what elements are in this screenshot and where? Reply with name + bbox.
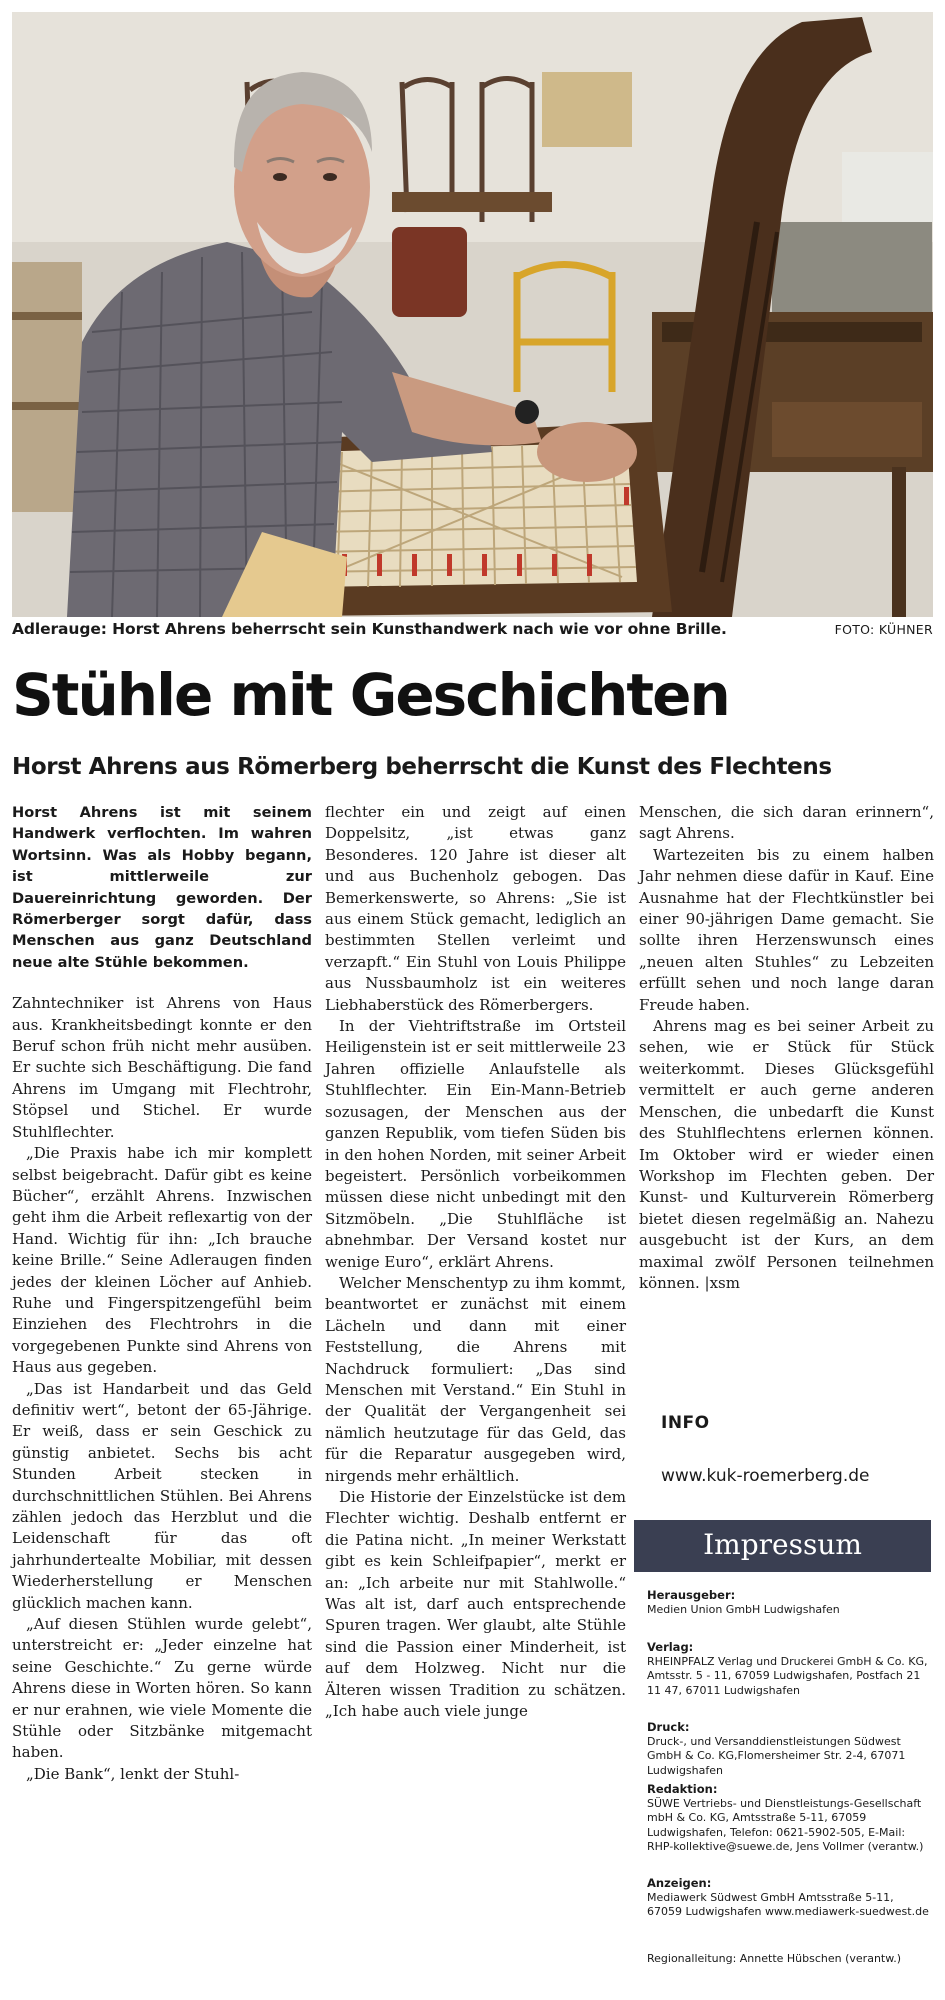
impressum-body: Mediawerk Südwest GmbH Amtsstraße 5-11, 67059 Ludwigshafen www.mediawerk-suedwest.de: [647, 1890, 929, 1918]
impressum-heading: Redaktion:: [647, 1782, 718, 1796]
impressum-heading: Herausgeber:: [647, 1588, 736, 1602]
impressum-section: [647, 1952, 932, 1967]
paragraph: Zahntechniker ist Ahrens von Haus aus. Krankheitsbedingt konnte er den Beruf schon früh nicht mehr ausüben. Er suchte sich Beschäftigung. Die fand Ahrens im Umgang mit Flechtrohr, Stöpsel und Stichel. Er wurde Stuhlflechter.: [12, 994, 312, 1141]
impressum-heading: Verlag:: [647, 1640, 694, 1654]
impressum-body: SÜWE Vertriebs- und Dienstleistungs-Gesellschaft mbH & Co. KG, Amtsstraße 5-11, 67059 Ludwigshafen, Telefon: 0621-5902-505, E-Mail: RHP-kollektive@suewe.de, Jens Vollmer (verantw.): [647, 1796, 924, 1853]
impressum-body: RHEINPFALZ Verlag und Druckerei GmbH & Co. KG, Amtsstr. 5 - 11, 67059 Ludwigshafen, Postfach 21 11 47, 67011 Ludwigshafen: [647, 1654, 928, 1697]
article-subhead: Horst Ahrens aus Römerberg beherrscht die Kunst des Flechtens: [12, 754, 832, 780]
paragraph: Welcher Menschentyp zu ihm kommt, beantwortet er zunächst mit einem Lächeln und dann mit einer Feststellung, die Ahrens mit Nachdruck formuliert: „Das sind Menschen mit Verstand.“ Ein Stuhl in der Qualität der Vergangenheit sei nämlich heutzutage für das Geld, das für die Reparatur ausgegeben wird, nirgends mehr erhältlich.: [325, 1273, 626, 1485]
impressum-section: [647, 1640, 932, 1698]
photo-credit: FOTO: KÜHNER: [834, 622, 933, 637]
paragraph: Menschen, die sich daran erinnern“, sagt Ahrens.: [639, 803, 934, 843]
paragraph: Die Historie der Einzelstücke ist dem Flechter wichtig. Deshalb entfernt er die Patina nicht. „In meiner Werkstatt gibt es kein Schleifpapier“, merkt er an: „Ich arbeite nur mit Stahlwolle.“ Was alt ist, darf auch entsprechende Spuren tragen. Wer glaubt, alte Stühle sind die Passion einer Minderheit, ist auf dem Holzweg. Nicht nur die Älteren wissen Tradition zu schätzen. „Ich habe auch viele junge: [325, 1488, 626, 1721]
article-column-3: [639, 802, 934, 1294]
article-photo: [12, 12, 933, 617]
paragraph: „Das ist Handarbeit und das Geld definitiv wert“, betont der 65-Jährige. Er weiß, dass er sein Geschick zu günstig anbietet. Sechs bis acht Stunden Arbeit stecken in durchschnittlichen Stühlen. Bei Ahrens zählen jedoch das Herzblut und die Leidenschaft für das oft jahrhundertealte Mobiliar, mit dessen Wiederherstellung er Menschen glücklich machen kann.: [12, 1379, 312, 1612]
impressum-section: [647, 1588, 932, 1617]
impressum-heading: Druck:: [647, 1720, 690, 1734]
paragraph: „Die Praxis habe ich mir komplett selbst beigebracht. Dafür gibt es keine Bücher“, erzählt Ahrens. Inzwischen geht ihm die Arbeit reflexartig von der Hand. Wichtig für ihn: „Ich brauche keine Brille.“ Seine Adleraugen finden jedes der kleinen Löcher auf Anhieb. Ruhe und Fingerspitzengefühl beim Einziehen des Flechtrohrs in die vorgegebenen Punkte sind Ahrens von Haus aus gegeben.: [12, 1144, 312, 1377]
impressum-section: [647, 1720, 932, 1778]
paragraph: Wartezeiten bis zu einem halben Jahr nehmen diese dafür in Kauf. Eine Ausnahme hat der Flechtkünstler bei einer 90-jährigen Dame gemacht. Sie sollte ihren Herzenswunsch eines „neuen alten Stuhles“ zu Lebzeiten erfüllt sehen und noch lange daran Freude haben.: [639, 845, 934, 1014]
article-column-1: [12, 802, 312, 1785]
paragraph: Ahrens mag es bei seiner Arbeit zu sehen, wie er Stück für Stück weiterkommt. Dieses Glücksgefühl vermittelt er auch gerne anderen Menschen, die unbedarft die Kunst des Stuhlflechtens erlernen können. Im Oktober wird er wieder einen Workshop im Flechten geben. Der Kunst- und Kulturverein Römerberg bietet diesen regelmäßig an. Nahezu ausgebucht ist der Kurs, an dem maximal zwölf Personen teilnehmen können. |xsm: [639, 1017, 934, 1292]
caption-text: Adlerauge: Horst Ahrens beherrscht sein Kunsthandwerk nach wie vor ohne Brille.: [12, 620, 727, 638]
paragraph: flechter ein und zeigt auf einen Doppelsitz, „ist etwas ganz Besonderes. 120 Jahre ist dieser alt und aus Buchenholz gebogen. Das Bemerkenswerte, so Ahrens: „Sie ist aus einem Stück gemacht, lediglich an bestimmten Stellen verleimt und verzapft.“ Ein Stuhl von Louis Philippe aus Nussbaumholz ist ein weiteres Liebhaberstück des Römerbergers.: [325, 803, 626, 1014]
impressum-header: [634, 1520, 931, 1572]
photo-caption: [12, 618, 933, 642]
paragraph: „Die Bank“, lenkt der Stuhl-: [26, 1764, 240, 1783]
paragraph: „Auf diesen Stühlen wurde gelebt“, unterstreicht er: „Jeder einzelne hat seine Geschichte.“ Zu gerne würde Ahrens diese in Worten hören. So kann er nur erahnen, wie viele Momente die Stühle oder Sitzbänke mitgemacht haben.: [12, 1615, 312, 1762]
article-lead: Horst Ahrens ist mit seinem Handwerk verflochten. Im wahren Wortsinn. Was als Hobby begann, ist mittlerweile zur Dauereinrichtung geworden. Der Römerberger sorgt dafür, dass Menschen aus ganz Deutschland neue alte Stühle bekommen.: [12, 804, 312, 971]
article-column-2: [325, 802, 626, 1722]
photo-illustration: [12, 12, 933, 617]
impressum-body: Regionalleitung: Annette Hübschen (verantw.): [647, 1952, 902, 1965]
impressum-body: Druck-, und Versanddienstleistungen Südwest GmbH & Co. KG,Flomersheimer Str. 2-4, 67071 Ludwigshafen: [647, 1734, 906, 1777]
impressum-title: Impressum: [703, 1528, 862, 1561]
impressum-body: Medien Union GmbH Ludwigshafen: [647, 1602, 840, 1616]
impressum-heading: Anzeigen:: [647, 1876, 712, 1890]
impressum-section: [647, 1782, 932, 1855]
paragraph: In der Viehtriftstraße im Ortsteil Heiligenstein ist er seit mittlerweile 23 Jahren offizielle Anlaufstelle als Stuhlflechter. Ein Ein-Mann-Betrieb sozusagen, der Menschen aus der ganzen Republik, vom tiefen Süden bis in den hohen Norden, mit seiner Arbeit begeistert. Persönlich vorbeikommen müssen diese nicht unbedingt mit den Sitzmöbeln. „Die Stuhlfläche ist abnehmbar. Der Versand kostet nur wenige Euro“, erklärt Ahrens.: [325, 1017, 626, 1271]
info-label: INFO: [661, 1413, 710, 1433]
info-link[interactable]: www.kuk-roemerberg.de: [661, 1466, 870, 1486]
impressum-section: [647, 1876, 932, 1920]
article-headline: Stühle mit Geschichten: [12, 661, 729, 729]
